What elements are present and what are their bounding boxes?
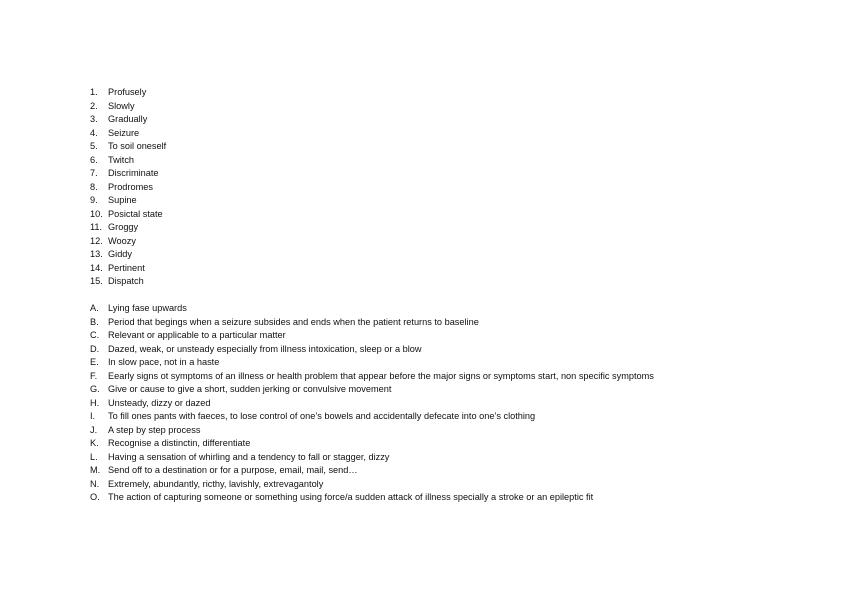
item-letter: M. bbox=[90, 465, 101, 475]
definition-text: Lying fase upwards bbox=[108, 303, 187, 313]
list-item bbox=[90, 127, 166, 141]
term-text: Posictal state bbox=[108, 208, 163, 219]
definition-text: Dazed, weak, or unsteady especially from illness intoxication, sleep or a blow bbox=[108, 343, 422, 354]
list-item bbox=[90, 140, 166, 154]
list-item bbox=[90, 167, 166, 181]
item-number: 9. bbox=[90, 195, 98, 205]
item-letter: F. bbox=[90, 370, 98, 381]
list-item bbox=[90, 113, 166, 127]
item-number: 12. bbox=[90, 235, 103, 246]
term-text: Groggy bbox=[108, 222, 139, 232]
item-letter: J. bbox=[90, 424, 98, 435]
definition-text: In slow pace, not in a haste bbox=[108, 357, 220, 367]
list-item bbox=[90, 397, 654, 411]
list-item bbox=[90, 383, 654, 397]
definition-text: Unsteady, dizzy or dazed bbox=[108, 397, 211, 408]
list-item bbox=[90, 100, 166, 114]
item-letter: E. bbox=[90, 357, 99, 367]
item-letter: H. bbox=[90, 397, 100, 408]
list-item bbox=[90, 194, 166, 208]
term-text: Supine bbox=[108, 195, 137, 205]
item-letter: D. bbox=[90, 343, 100, 354]
list-item bbox=[90, 235, 166, 249]
list-item bbox=[90, 316, 654, 330]
list-item bbox=[90, 154, 166, 168]
list-item bbox=[90, 262, 166, 276]
item-letter: I. bbox=[90, 411, 96, 421]
item-number: 7. bbox=[90, 168, 98, 178]
item-number: 5. bbox=[90, 141, 98, 151]
definition-text: Send off to a destination or for a purpose, email, mail, send… bbox=[108, 465, 358, 475]
item-number: 8. bbox=[90, 181, 98, 192]
definition-text: To fill ones pants with faeces, to lose control of one’s bowels and accidentally defecate into one’s clothing bbox=[108, 411, 536, 421]
item-number: 2. bbox=[90, 100, 98, 111]
item-number: 11. bbox=[90, 222, 103, 232]
list-item bbox=[90, 302, 654, 316]
item-number: 14. bbox=[90, 262, 103, 273]
list-item bbox=[90, 343, 654, 357]
definition-text: Having a sensation of whirling and a tendency to fall or stagger, dizzy bbox=[108, 451, 390, 462]
term-text: To soil oneself bbox=[108, 141, 167, 151]
definitions-list bbox=[90, 302, 654, 505]
item-letter: B. bbox=[90, 316, 99, 327]
item-number: 6. bbox=[90, 154, 98, 165]
list-item bbox=[90, 370, 654, 384]
list-item bbox=[90, 221, 166, 235]
term-text: Pertinent bbox=[108, 262, 145, 273]
term-text: Seizure bbox=[108, 127, 140, 138]
definition-text: Give or cause to give a short, sudden jerking or convulsive movement bbox=[108, 384, 392, 394]
item-number: 10. bbox=[90, 208, 103, 219]
item-letter: O. bbox=[90, 492, 100, 502]
item-number: 13. bbox=[90, 249, 103, 259]
list-item bbox=[90, 451, 654, 465]
term-text: Slowly bbox=[108, 100, 135, 111]
definition-text: Relevant or applicable to a particular matter bbox=[108, 330, 286, 340]
list-item bbox=[90, 424, 654, 438]
list-item bbox=[90, 464, 654, 478]
list-item bbox=[90, 181, 166, 195]
item-letter: K. bbox=[90, 438, 99, 448]
term-text: Prodromes bbox=[108, 181, 153, 192]
list-item bbox=[90, 86, 166, 100]
item-letter: A. bbox=[90, 303, 99, 313]
item-number: 4. bbox=[90, 127, 98, 138]
item-letter: C. bbox=[90, 330, 100, 340]
definition-text: Period that begings when a seizure subsides and ends when the patient returns to baseline bbox=[108, 316, 479, 327]
list-item bbox=[90, 275, 166, 289]
item-letter: G. bbox=[90, 384, 100, 394]
list-item bbox=[90, 356, 654, 370]
term-text: Twitch bbox=[108, 154, 135, 165]
list-item bbox=[90, 437, 654, 451]
term-text: Dispatch bbox=[108, 276, 144, 286]
item-number: 1. bbox=[90, 87, 98, 97]
term-text: Giddy bbox=[108, 249, 133, 259]
list-item bbox=[90, 208, 166, 222]
term-text: Gradually bbox=[108, 114, 148, 124]
terms-list bbox=[90, 86, 166, 289]
definition-text: A step by step process bbox=[108, 424, 201, 435]
term-text: Profusely bbox=[108, 87, 147, 97]
item-number: 3. bbox=[90, 114, 98, 124]
list-item bbox=[90, 410, 654, 424]
definition-text: Recognise a distinctin, differentiate bbox=[108, 438, 251, 448]
list-item bbox=[90, 248, 166, 262]
item-letter: L. bbox=[90, 451, 98, 462]
item-number: 15. bbox=[90, 276, 103, 286]
list-item bbox=[90, 329, 654, 343]
item-letter: N. bbox=[90, 478, 100, 489]
term-text: Discriminate bbox=[108, 168, 159, 178]
list-item bbox=[90, 491, 654, 505]
term-text: Woozy bbox=[108, 235, 136, 246]
definition-text: The action of capturing someone or something using force/a sudden attack of illness specially a stroke or an epileptic fit bbox=[108, 492, 594, 502]
list-item bbox=[90, 478, 654, 492]
definition-text: Eearly signs ot symptoms of an illness or health problem that appear before the major signs or symptoms start, non specific symptoms bbox=[108, 370, 654, 381]
definition-text: Extremely, abundantly, ricthy, lavishly, extrevagantoly bbox=[108, 478, 324, 489]
